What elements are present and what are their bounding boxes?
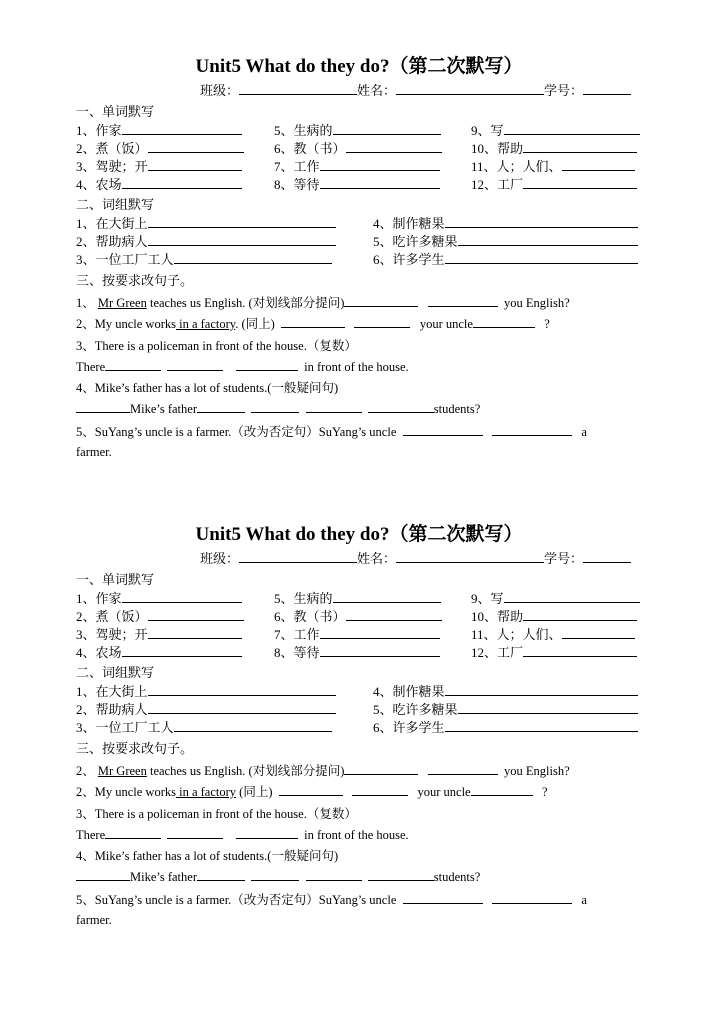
answer-blank[interactable] <box>251 400 299 413</box>
phrase-prompt: 5、吃许多糖果 <box>373 234 458 249</box>
question-text: you English? <box>500 764 570 778</box>
answer-blank[interactable] <box>504 122 640 135</box>
section-word-dictation-title: 一、单词默写 <box>76 104 155 119</box>
question-text: your uncle <box>414 785 471 799</box>
student-info-line <box>200 550 631 568</box>
answer-blank[interactable] <box>281 315 345 328</box>
answer-blank[interactable] <box>445 719 638 732</box>
word-item <box>471 590 640 608</box>
question-text: (同上) <box>236 785 273 799</box>
question-4: 4、Mike’s father has a lot of students.(一般疑问句) <box>76 381 339 395</box>
word-prompt: 6、教（书） <box>274 609 346 624</box>
answer-blank[interactable] <box>306 400 362 413</box>
answer-blank[interactable] <box>76 400 130 413</box>
answer-blank[interactable] <box>428 762 498 775</box>
answer-blank[interactable] <box>428 294 498 307</box>
word-item <box>274 140 442 158</box>
answer-blank[interactable] <box>333 122 441 135</box>
word-item <box>471 644 637 662</box>
word-prompt: 8、等待 <box>274 177 320 192</box>
word-prompt: 5、生病的 <box>274 123 333 138</box>
question-text: 5、SuYang’s uncle is a farmer.（改为否定句）SuYang’s uncle <box>76 425 397 439</box>
answer-blank[interactable] <box>492 891 572 904</box>
question-text: 5、SuYang’s uncle is a farmer.（改为否定句）SuYang’s uncle <box>76 893 397 907</box>
section-sentence-rewrite-title: 三、按要求改句子。 <box>76 273 194 288</box>
phrase-prompt: 6、许多学生 <box>373 720 445 735</box>
phrase-item <box>373 233 638 251</box>
answer-blank[interactable] <box>320 158 440 171</box>
underlined-part: Mr Green <box>97 296 147 310</box>
name-label: 姓名： <box>357 551 397 566</box>
phrase-item <box>76 719 332 737</box>
answer-blank[interactable] <box>148 608 244 621</box>
phrase-prompt: 3、一位工厂工人 <box>76 720 174 735</box>
answer-blank[interactable] <box>105 826 161 839</box>
answer-blank[interactable] <box>174 251 332 264</box>
question-3-answer-line <box>76 358 409 376</box>
word-prompt: 7、工作 <box>274 627 320 642</box>
word-prompt: 2、煮（饭） <box>76 609 148 624</box>
question-3: 3、There is a policeman in front of the house.（复数） <box>76 339 357 353</box>
word-item <box>274 608 442 626</box>
answer-blank[interactable] <box>122 590 242 603</box>
word-item <box>274 158 440 176</box>
word-prompt: 6、教（书） <box>274 141 346 156</box>
phrase-item <box>76 701 336 719</box>
answer-blank[interactable] <box>167 826 223 839</box>
student-info-line <box>200 82 631 100</box>
phrase-prompt: 1、在大街上 <box>76 684 148 699</box>
word-prompt: 4、农场 <box>76 177 122 192</box>
word-prompt: 5、生病的 <box>274 591 333 606</box>
answer-blank[interactable] <box>279 783 343 796</box>
question-4-answer-line <box>76 400 480 418</box>
word-item <box>274 122 441 140</box>
answer-blank[interactable] <box>105 358 161 371</box>
question-text: 2、My uncle works <box>76 785 176 799</box>
answer-blank[interactable] <box>354 315 410 328</box>
question-text: . (同上) <box>235 317 275 331</box>
student-id-label: 学号： <box>544 83 584 98</box>
answer-blank[interactable] <box>197 868 245 881</box>
question-2 <box>76 783 548 801</box>
phrase-item <box>373 719 638 737</box>
student-id-field[interactable] <box>583 550 631 563</box>
word-prompt: 12、工厂 <box>471 645 524 660</box>
phrase-item <box>373 683 638 701</box>
section-sentence-rewrite-title: 三、按要求改句子。 <box>76 741 194 756</box>
answer-blank[interactable] <box>458 233 638 246</box>
question-4: 4、Mike’s father has a lot of students.(一般疑问句) <box>76 849 339 863</box>
question-text: students? <box>433 402 481 416</box>
worksheet-bottom <box>0 468 718 968</box>
word-prompt: 11、人；人们、 <box>471 159 562 174</box>
phrase-prompt: 2、帮助病人 <box>76 234 148 249</box>
word-item <box>471 608 637 626</box>
word-item <box>471 626 635 644</box>
answer-blank[interactable] <box>562 626 635 639</box>
answer-blank[interactable] <box>346 140 442 153</box>
answer-blank[interactable] <box>174 719 332 732</box>
word-item <box>76 158 242 176</box>
phrase-prompt: 3、一位工厂工人 <box>76 252 174 267</box>
answer-blank[interactable] <box>344 294 418 307</box>
question-text: students? <box>433 870 481 884</box>
answer-blank[interactable] <box>445 215 638 228</box>
question-5 <box>76 891 587 909</box>
question-3-answer-line <box>76 826 409 844</box>
worksheet-top <box>0 0 718 500</box>
answer-blank[interactable] <box>523 608 637 621</box>
word-item <box>76 140 244 158</box>
word-item <box>274 626 440 644</box>
answer-blank[interactable] <box>148 233 336 246</box>
word-prompt: 11、人；人们、 <box>471 627 562 642</box>
phrase-prompt: 5、吃许多糖果 <box>373 702 458 717</box>
answer-blank[interactable] <box>76 868 130 881</box>
question-5-wrap: farmer. <box>76 913 112 927</box>
answer-blank[interactable] <box>167 358 223 371</box>
answer-blank[interactable] <box>346 608 442 621</box>
underlined-part: in a factory <box>176 785 237 799</box>
question-text: a <box>581 893 587 907</box>
word-prompt: 10、帮助 <box>471 141 524 156</box>
question-text: in front of the house. <box>301 828 409 842</box>
answer-blank[interactable] <box>445 683 638 696</box>
word-prompt: 10、帮助 <box>471 609 524 624</box>
phrase-prompt: 4、制作糖果 <box>373 684 445 699</box>
name-label: 姓名： <box>357 83 397 98</box>
answer-blank[interactable] <box>473 315 535 328</box>
word-item <box>76 122 242 140</box>
word-prompt: 8、等待 <box>274 645 320 660</box>
word-prompt: 2、煮（饭） <box>76 141 148 156</box>
answer-blank[interactable] <box>504 590 640 603</box>
question-text: your uncle <box>416 317 473 331</box>
phrase-prompt: 1、在大街上 <box>76 216 148 231</box>
word-item <box>471 176 637 194</box>
answer-blank[interactable] <box>251 868 299 881</box>
question-5-wrap: farmer. <box>76 445 112 459</box>
question-text: 2、My uncle works <box>76 317 176 331</box>
answer-blank[interactable] <box>368 400 434 413</box>
answer-blank[interactable] <box>344 762 418 775</box>
word-prompt: 1、作家 <box>76 123 122 138</box>
word-item <box>471 140 637 158</box>
word-prompt: 12、工厂 <box>471 177 524 192</box>
class-field[interactable] <box>239 82 357 95</box>
worksheet-title: Unit5 What do they do?（第二次默写） <box>195 524 523 545</box>
word-prompt: 3、驾驶；开 <box>76 159 148 174</box>
question-text: ? <box>538 785 548 799</box>
question-number: 2、 <box>76 764 95 778</box>
answer-blank[interactable] <box>306 868 362 881</box>
section-phrase-dictation-title: 二、词组默写 <box>76 665 155 680</box>
question-text: ? <box>541 317 550 331</box>
answer-blank[interactable] <box>148 215 336 228</box>
word-item <box>76 176 242 194</box>
word-item <box>274 644 440 662</box>
question-text: you English? <box>500 296 570 310</box>
question-2 <box>76 315 550 333</box>
answer-blank[interactable] <box>236 826 298 839</box>
question-text: teaches us English. (对划线部分提问) <box>146 296 345 310</box>
question-text: teaches us English. (对划线部分提问) <box>146 764 345 778</box>
phrase-item <box>76 251 332 269</box>
worksheet-title: Unit5 What do they do?（第二次默写） <box>195 56 523 77</box>
question-1 <box>76 294 570 312</box>
question-3: 3、There is a policeman in front of the house.（复数） <box>76 807 357 821</box>
section-word-dictation-title: 一、单词默写 <box>76 572 155 587</box>
word-item <box>471 122 640 140</box>
answer-blank[interactable] <box>236 358 298 371</box>
answer-blank[interactable] <box>320 644 440 657</box>
answer-blank[interactable] <box>320 176 440 189</box>
section-phrase-dictation-title: 二、词组默写 <box>76 197 155 212</box>
word-prompt: 9、写 <box>471 591 504 606</box>
answer-blank[interactable] <box>122 644 242 657</box>
phrase-item <box>76 683 336 701</box>
underlined-part: Mr Green <box>97 764 147 778</box>
class-label: 班级： <box>200 551 240 566</box>
answer-blank[interactable] <box>403 423 483 436</box>
question-text: in front of the house. <box>301 360 409 374</box>
name-field[interactable] <box>396 82 544 95</box>
answer-blank[interactable] <box>122 176 242 189</box>
word-prompt: 3、驾驶；开 <box>76 627 148 642</box>
question-text: There <box>76 360 106 374</box>
name-field[interactable] <box>396 550 544 563</box>
answer-blank[interactable] <box>320 626 440 639</box>
student-id-label: 学号： <box>544 551 584 566</box>
answer-blank[interactable] <box>333 590 441 603</box>
question-text: Mike’s father <box>130 870 197 884</box>
answer-blank[interactable] <box>148 683 336 696</box>
question-number: 1、 <box>76 296 95 310</box>
answer-blank[interactable] <box>197 400 245 413</box>
answer-blank[interactable] <box>523 140 637 153</box>
answer-blank[interactable] <box>492 423 572 436</box>
word-item <box>274 590 441 608</box>
phrase-item <box>373 701 638 719</box>
question-text: Mike’s father <box>130 402 197 416</box>
class-label: 班级： <box>200 83 240 98</box>
phrase-item <box>76 215 336 233</box>
phrase-prompt: 6、许多学生 <box>373 252 445 267</box>
student-id-field[interactable] <box>583 82 631 95</box>
word-prompt: 9、写 <box>471 123 504 138</box>
answer-blank[interactable] <box>122 122 242 135</box>
answer-blank[interactable] <box>562 158 635 171</box>
question-1 <box>76 762 570 780</box>
class-field[interactable] <box>239 550 357 563</box>
word-prompt: 1、作家 <box>76 591 122 606</box>
answer-blank[interactable] <box>523 644 637 657</box>
answer-blank[interactable] <box>148 701 336 714</box>
answer-blank[interactable] <box>458 701 638 714</box>
answer-blank[interactable] <box>471 783 533 796</box>
word-item <box>471 158 635 176</box>
phrase-item <box>373 215 638 233</box>
question-text: a <box>581 425 587 439</box>
question-4-answer-line <box>76 868 480 886</box>
answer-blank[interactable] <box>148 140 244 153</box>
answer-blank[interactable] <box>403 891 483 904</box>
word-item <box>274 176 440 194</box>
phrase-item <box>76 233 336 251</box>
phrase-item <box>373 251 638 269</box>
answer-blank[interactable] <box>148 626 242 639</box>
question-5 <box>76 423 587 441</box>
answer-blank[interactable] <box>148 158 242 171</box>
answer-blank[interactable] <box>368 868 434 881</box>
underlined-part: in a factory <box>176 317 236 331</box>
phrase-prompt: 2、帮助病人 <box>76 702 148 717</box>
word-item <box>76 590 242 608</box>
word-prompt: 7、工作 <box>274 159 320 174</box>
question-text: There <box>76 828 106 842</box>
answer-blank[interactable] <box>523 176 637 189</box>
word-item <box>76 644 242 662</box>
word-item <box>76 626 242 644</box>
answer-blank[interactable] <box>445 251 638 264</box>
word-prompt: 4、农场 <box>76 645 122 660</box>
answer-blank[interactable] <box>352 783 408 796</box>
phrase-prompt: 4、制作糖果 <box>373 216 445 231</box>
word-item <box>76 608 244 626</box>
